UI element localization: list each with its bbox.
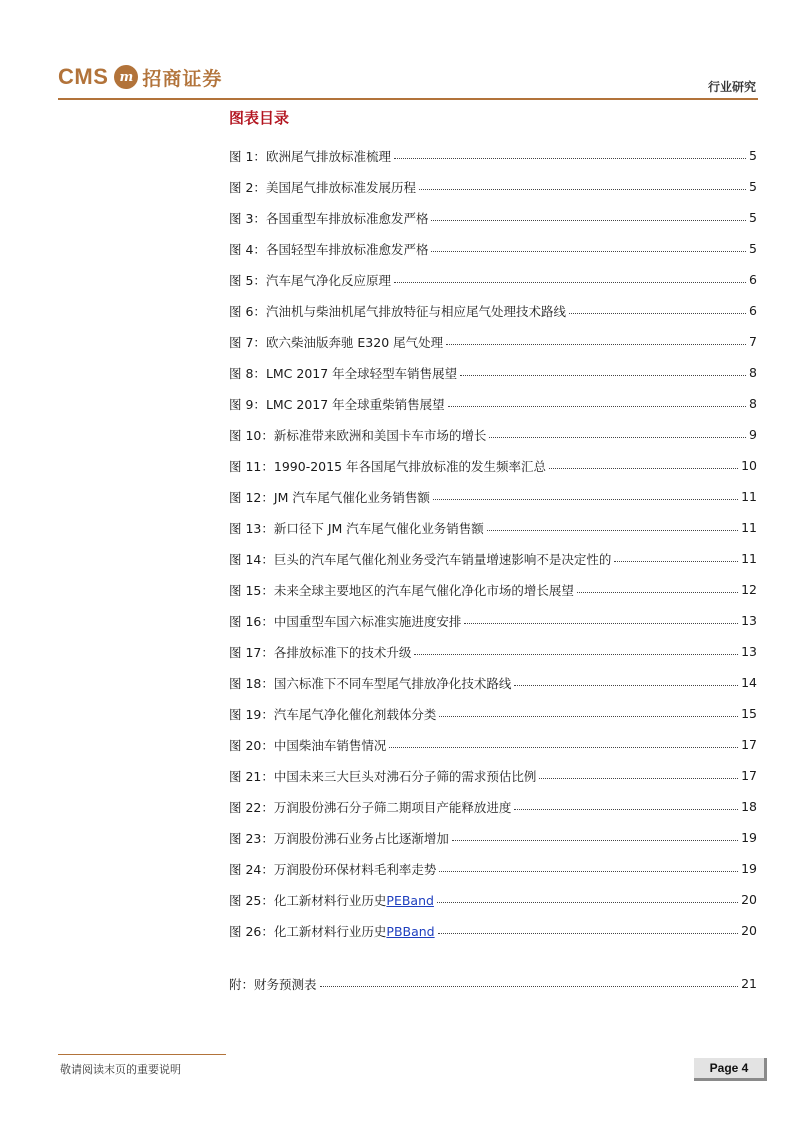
toc-entry-page-number: 6 xyxy=(749,303,757,318)
toc-leader-dots xyxy=(438,933,738,934)
toc-entry-prefix: 图 21： xyxy=(229,768,274,784)
toc-entry-text: 各国轻型车排放标准愈发严格 xyxy=(265,241,429,257)
toc-entry-prefix: 图 6： xyxy=(229,303,266,319)
toc-leader-dots xyxy=(460,375,746,376)
toc-entry-prefix: 图 9： xyxy=(229,396,266,412)
logo-chinese-text: 招商证券 xyxy=(142,67,223,90)
toc-entry[interactable] xyxy=(229,171,757,202)
toc-entry-label xyxy=(229,550,611,568)
toc-leader-dots xyxy=(320,986,739,987)
toc-entry-page-number: 9 xyxy=(749,427,757,442)
toc-entry-text: 新标准带来欧洲和美国卡车市场的增长 xyxy=(273,427,487,443)
toc-entry-label xyxy=(229,674,511,692)
toc-entry-page-number: 20 xyxy=(741,892,757,907)
toc-entry-text: 化工新材料行业历史 xyxy=(273,892,387,908)
toc-entry-label xyxy=(229,736,386,754)
toc-entry-text: 汽油机与柴油机尾气排放特征与相应尾气处理技术路线 xyxy=(265,303,566,319)
appendix-page-number: 21 xyxy=(741,976,757,991)
toc-entry-text: 欧六柴油版奔驰 E320 尾气处理 xyxy=(265,334,444,350)
toc-entry-prefix: 图 18： xyxy=(229,675,274,691)
toc-entry-page-number: 6 xyxy=(749,272,757,287)
toc-entry[interactable] xyxy=(229,543,757,574)
toc-entry-prefix: 图 12： xyxy=(229,489,274,505)
toc-entry-text: 各国重型车排放标准愈发严格 xyxy=(265,210,429,226)
toc-entry-text: 汽车尾气净化催化剂载体分类 xyxy=(273,706,437,722)
header-section-label: 行业研究 xyxy=(707,80,756,94)
toc-entry[interactable] xyxy=(229,481,757,512)
toc-entry-label xyxy=(229,922,435,940)
toc-leader-dots xyxy=(614,561,738,562)
toc-entry-text: 巨头的汽车尾气催化剂业务受汽车销量增速影响不是决定性的 xyxy=(273,551,612,567)
toc-entry-page-number: 11 xyxy=(741,489,757,504)
toc-leader-dots xyxy=(577,592,738,593)
toc-entry-prefix: 图 2： xyxy=(229,179,266,195)
toc-entry-text: 新口径下 JM 汽车尾气催化业务销售额 xyxy=(273,520,484,536)
toc-entry[interactable] xyxy=(229,233,757,264)
toc-entry[interactable] xyxy=(229,140,757,171)
toc-entry[interactable] xyxy=(229,667,757,698)
footer-divider xyxy=(58,1054,226,1055)
toc-entry[interactable] xyxy=(229,853,757,884)
toc-leader-dots xyxy=(514,685,738,686)
logo-badge-icon: m xyxy=(114,65,138,89)
toc-entry-page-number: 14 xyxy=(741,675,757,690)
toc-entry-label xyxy=(229,798,511,816)
toc-entry-label xyxy=(229,643,411,661)
toc-entry-text: 化工新材料行业历史 xyxy=(273,923,387,939)
appendix-entry[interactable] xyxy=(229,968,757,999)
toc-entry-label xyxy=(229,705,436,723)
toc-entry[interactable] xyxy=(229,636,757,667)
toc-entry-text: 万润股份环保材料毛利率走势 xyxy=(273,861,437,877)
toc-entry-link[interactable]: PEBand xyxy=(386,892,434,908)
toc-entry-text: 1990-2015 年各国尾气排放标准的发生频率汇总 xyxy=(273,458,546,474)
toc-entry-page-number: 5 xyxy=(749,148,757,163)
toc-entry-text: 美国尾气排放标准发展历程 xyxy=(265,179,416,195)
toc-entry-prefix: 图 16： xyxy=(229,613,274,629)
toc-entry[interactable] xyxy=(229,357,757,388)
toc-entry-page-number: 5 xyxy=(749,179,757,194)
toc-leader-dots xyxy=(419,189,746,190)
toc-leader-dots xyxy=(431,251,746,252)
toc-entry[interactable] xyxy=(229,450,757,481)
toc-entry-prefix: 图 24： xyxy=(229,861,274,877)
toc-entry-page-number: 15 xyxy=(741,706,757,721)
toc-entry-label xyxy=(229,178,416,196)
toc-entry-prefix: 图 8： xyxy=(229,365,266,381)
page-number-box: Page 4 xyxy=(694,1058,767,1081)
toc-entry-prefix: 图 23： xyxy=(229,830,274,846)
toc-entry-prefix: 图 4： xyxy=(229,241,266,257)
toc-entry-label xyxy=(229,767,536,785)
toc-entry-page-number: 20 xyxy=(741,923,757,938)
toc-entry-page-number: 13 xyxy=(741,613,757,628)
toc-leader-dots xyxy=(452,840,738,841)
toc-entry-text: 中国柴油车销售情况 xyxy=(273,737,387,753)
cms-logo xyxy=(58,62,222,92)
toc-entry-prefix: 图 26： xyxy=(229,923,274,939)
toc-leader-dots xyxy=(549,468,738,469)
toc-entry-page-number: 17 xyxy=(741,768,757,783)
toc-entry-prefix: 图 5： xyxy=(229,272,266,288)
toc-entry-page-number: 11 xyxy=(741,520,757,535)
toc-entry-page-number: 10 xyxy=(741,458,757,473)
toc-entry-page-number: 8 xyxy=(749,396,757,411)
toc-entry[interactable] xyxy=(229,388,757,419)
toc-entry-prefix: 图 13： xyxy=(229,520,274,536)
toc-entry-label xyxy=(229,333,443,351)
toc-entry[interactable] xyxy=(229,915,757,946)
toc-title: 图表目录 xyxy=(229,109,290,127)
toc-entry-prefix: 图 20： xyxy=(229,737,274,753)
toc-entry-text: LMC 2017 年全球重柴销售展望 xyxy=(265,396,445,412)
footer-disclaimer-note: 敬请阅读末页的重要说明 xyxy=(60,1063,181,1076)
toc-leader-dots xyxy=(569,313,746,314)
toc-entry-text: 中国未来三大巨头对沸石分子筛的需求预估比例 xyxy=(273,768,537,784)
toc-entry-label xyxy=(229,488,430,506)
toc-entry[interactable] xyxy=(229,295,757,326)
toc-leader-dots xyxy=(394,282,746,283)
toc-leader-dots xyxy=(439,871,738,872)
toc-leader-dots xyxy=(394,158,746,159)
toc-entry-prefix: 图 19： xyxy=(229,706,274,722)
toc-entry-page-number: 5 xyxy=(749,210,757,225)
toc-entry-label xyxy=(229,240,428,258)
toc-entry-prefix: 图 7： xyxy=(229,334,266,350)
toc-entry[interactable] xyxy=(229,326,757,357)
toc-entry-prefix: 图 3： xyxy=(229,210,266,226)
toc-entry-text: LMC 2017 年全球轻型车销售展望 xyxy=(265,365,458,381)
toc-entry[interactable] xyxy=(229,729,757,760)
toc-entry-label xyxy=(229,612,461,630)
toc-entry[interactable] xyxy=(229,884,757,915)
toc-entry-page-number: 7 xyxy=(749,334,757,349)
toc-leader-dots xyxy=(437,902,738,903)
toc-entry-text: JM 汽车尾气催化业务销售额 xyxy=(273,489,430,505)
toc-entry[interactable] xyxy=(229,419,757,450)
toc-entry[interactable] xyxy=(229,698,757,729)
toc-entry-label xyxy=(229,426,486,444)
toc-entry-text: 中国重型车国六标准实施进度安排 xyxy=(273,613,462,629)
toc-entry[interactable] xyxy=(229,202,757,233)
toc-entry-label xyxy=(229,395,445,413)
toc-entry[interactable] xyxy=(229,822,757,853)
toc-entry-link[interactable]: PBBand xyxy=(386,923,435,939)
toc-entry-label xyxy=(229,457,546,475)
toc-entry-text: 万润股份沸石业务占比逐渐增加 xyxy=(273,830,449,846)
toc-entry[interactable] xyxy=(229,760,757,791)
toc-entry-label xyxy=(229,860,436,878)
toc-entry-page-number: 11 xyxy=(741,551,757,566)
toc-entry-text: 国六标准下不同车型尾气排放净化技术路线 xyxy=(273,675,512,691)
toc-entry-prefix: 图 11： xyxy=(229,458,274,474)
toc-leader-dots xyxy=(514,809,738,810)
logo-latin-text: CMS xyxy=(58,64,109,89)
toc-leader-dots xyxy=(487,530,738,531)
toc-entry-text: 各排放标准下的技术升级 xyxy=(273,644,412,660)
toc-entry-prefix: 图 10： xyxy=(229,427,274,443)
toc-entry-prefix: 图 22： xyxy=(229,799,274,815)
toc-entry-page-number: 5 xyxy=(749,241,757,256)
toc-leader-dots xyxy=(389,747,738,748)
toc-entry-page-number: 8 xyxy=(749,365,757,380)
header-divider xyxy=(58,98,758,100)
toc-entry-label xyxy=(229,519,484,537)
toc-entry[interactable] xyxy=(229,264,757,295)
appendix-label: 附：财务预测表 xyxy=(229,976,317,992)
toc-leader-dots xyxy=(464,623,738,624)
toc-entry-label xyxy=(229,209,428,227)
toc-entry-label xyxy=(229,302,566,320)
toc-entry-label xyxy=(229,891,434,909)
page-header xyxy=(58,58,758,102)
toc-entry-prefix: 图 15： xyxy=(229,582,274,598)
toc-leader-dots xyxy=(431,220,746,221)
toc-entry-text: 汽车尾气净化反应原理 xyxy=(265,272,391,288)
toc-leader-dots xyxy=(439,716,738,717)
toc-leader-dots xyxy=(489,437,746,438)
toc-entry-label xyxy=(229,271,391,289)
toc-entry-label xyxy=(229,581,574,599)
toc-entry-page-number: 13 xyxy=(741,644,757,659)
toc-entry-prefix: 图 1： xyxy=(229,148,266,164)
toc-entry[interactable] xyxy=(229,605,757,636)
toc-entry-text: 欧洲尾气排放标准梳理 xyxy=(265,148,391,164)
toc-entry-label xyxy=(229,364,457,382)
toc-entry-label xyxy=(229,829,449,847)
toc-entry-page-number: 18 xyxy=(741,799,757,814)
toc-entry-prefix: 图 17： xyxy=(229,644,274,660)
toc-leader-dots xyxy=(446,344,746,345)
toc-leader-dots xyxy=(448,406,746,407)
toc-entry[interactable] xyxy=(229,791,757,822)
toc-entry-prefix: 图 14： xyxy=(229,551,274,567)
toc-entry-page-number: 19 xyxy=(741,861,757,876)
toc-entry[interactable] xyxy=(229,512,757,543)
toc-entry-text: 未来全球主要地区的汽车尾气催化净化市场的增长展望 xyxy=(273,582,574,598)
toc-entry-page-number: 19 xyxy=(741,830,757,845)
toc-entry-prefix: 图 25： xyxy=(229,892,274,908)
toc-entry-page-number: 12 xyxy=(741,582,757,597)
toc-list xyxy=(229,140,757,946)
toc-leader-dots xyxy=(433,499,738,500)
toc-entry-label xyxy=(229,147,391,165)
toc-entry-text: 万润股份沸石分子筛二期项目产能释放进度 xyxy=(273,799,512,815)
toc-leader-dots xyxy=(414,654,738,655)
toc-entry-page-number: 17 xyxy=(741,737,757,752)
toc-leader-dots xyxy=(539,778,738,779)
toc-entry[interactable] xyxy=(229,574,757,605)
